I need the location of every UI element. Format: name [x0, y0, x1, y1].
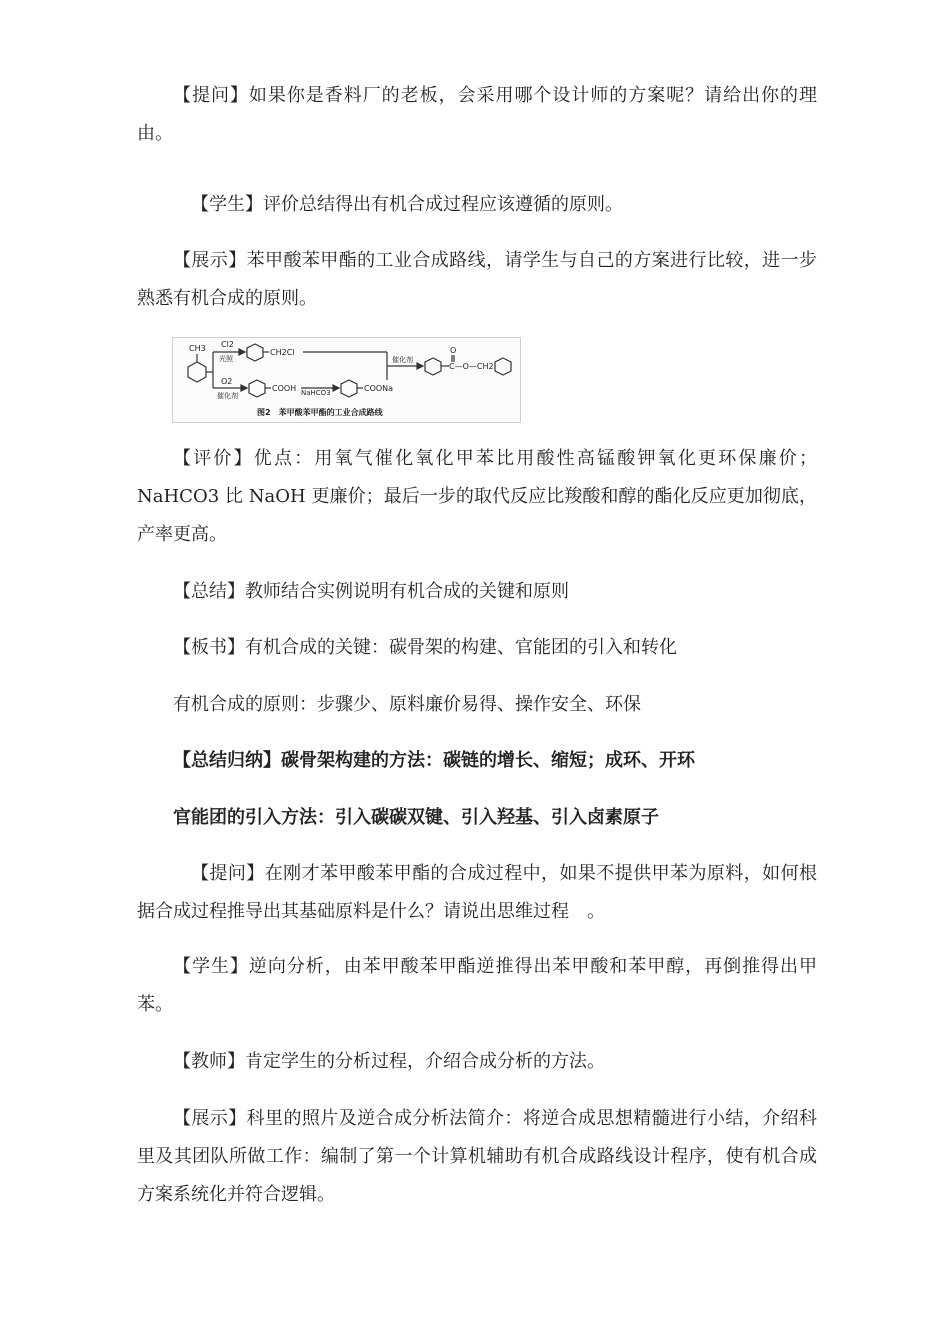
label-catalyst-1: 催化剂 [217, 392, 238, 400]
paragraph-question-1: 【提问】如果你是香料厂的老板，会采用哪个设计师的方案呢？请给出你的理由。 [137, 85, 817, 144]
paragraph-board-1: 【板书】有机合成的关键：碳骨架的构建、官能团的引入和转化 [173, 637, 677, 658]
arrow-substitution [417, 363, 423, 369]
paragraph-board-2: 有机合成的原则：步骤少、原料廉价易得、操作安全、环保 [173, 694, 641, 715]
sodium-benzoate-ring [341, 380, 357, 397]
paragraph-question-2: 【提问】在刚才苯甲酸苯甲酯的合成过程中，如果不提供甲苯为原料，如何根据合成过程推导出其基础原料是什么？请说出思维过程 。 [137, 863, 817, 922]
paragraph-evaluation: 【评价】优点：用氧气催化氧化甲苯比用酸性高锰酸钾氧化更环保廉价；NaHCO3 比 NaOH 更廉价；最后一步的取代反应比羧酸和醇的酯化反应更加彻底，产率更高。 [137, 448, 817, 545]
paragraph-student-2: 【学生】逆向分析，由苯甲酸苯甲酯逆推得出苯甲酸和苯甲醇，再倒推得出甲苯。 [137, 956, 817, 1015]
paragraph-summary: 【总结】教师结合实例说明有机合成的关键和原则 [173, 581, 569, 602]
label-coona: COONa [364, 384, 394, 393]
toluene-ring [188, 362, 206, 382]
label-catalyst-2: 催化剂 [392, 356, 413, 364]
label-ch2cl: CH2Cl [270, 348, 295, 357]
ester-ring-left [425, 358, 441, 375]
label-nahco3: NaHCO3 [301, 389, 331, 397]
paragraph-teacher: 【教师】肯定学生的分析过程，介绍合成分析的方法。 [173, 1051, 605, 1072]
arrow-chlorination [239, 349, 245, 355]
label-light: 光照 [219, 355, 233, 363]
paragraph-show-2: 【展示】科里的照片及逆合成分析法简介：将逆合成思想精髓进行小结，介绍科里及其团队所做工作：编制了第一个计算机辅助有机合成路线设计程序，使有机合成方案系统化并符合逻辑。 [137, 1108, 817, 1205]
paragraph-show-1: 【展示】苯甲酸苯甲酯的工业合成路线，请学生与自己的方案进行比较，进一步熟悉有机合成的原则。 [137, 250, 817, 309]
synthesis-route-figure [172, 337, 521, 423]
figure-caption: 图2 苯甲酸苯甲酯的工业合成路线 [257, 408, 383, 417]
label-cl2: Cl2 [221, 340, 234, 349]
paragraph-student-1: 【学生】评价总结得出有机合成过程应该遵循的原则。 [191, 194, 623, 215]
arrow-oxidation [241, 385, 247, 391]
paragraph-conclusion-2: 官能团的引入方法：引入碳碳双键、引入羟基、引入卤素原子 [173, 807, 659, 828]
benzyl-chloride-ring [247, 344, 263, 361]
label-ester-o: O [450, 346, 457, 355]
label-cooh: COOH [272, 384, 297, 393]
synthesis-route-diagram [173, 338, 520, 422]
paragraph-conclusion-1: 【总结归纳】碳骨架构建的方法：碳链的增长、缩短；成环、开环 [173, 750, 695, 771]
ester-ring-right [495, 358, 511, 375]
label-ester-chain: C—O—CH2 [449, 362, 494, 371]
arrow-nahco3 [333, 385, 339, 391]
label-ch3: CH3 [189, 344, 206, 353]
label-o2: O2 [221, 377, 233, 386]
benzoic-acid-ring [249, 380, 265, 397]
